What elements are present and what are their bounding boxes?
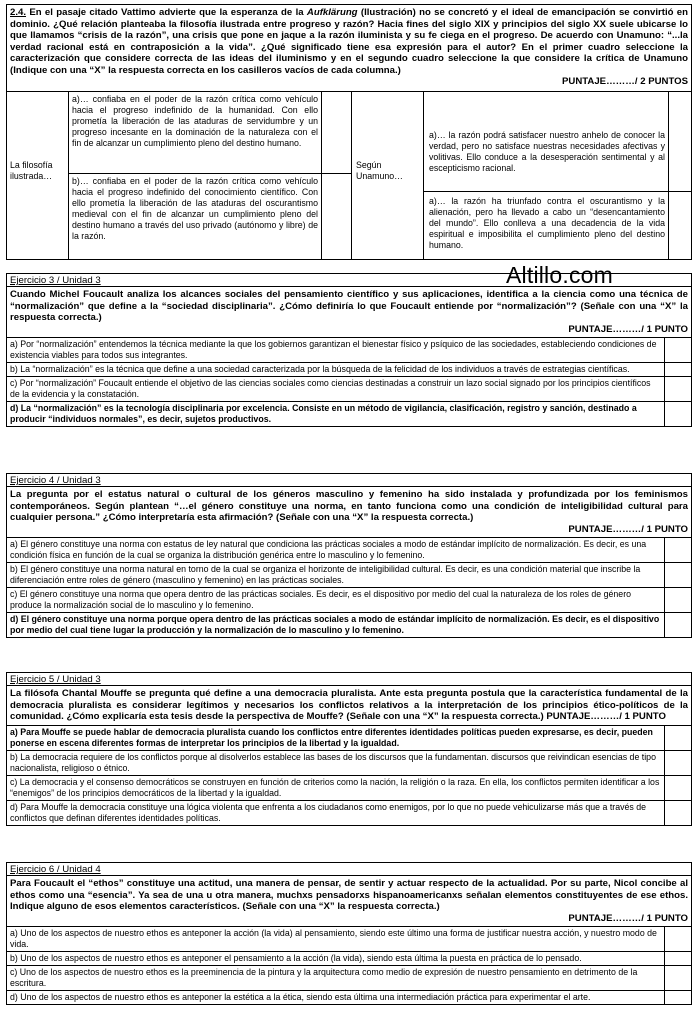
- answer-box[interactable]: [665, 363, 691, 376]
- option-text: a) Uno de los aspectos de nuestro ethos es anteponer la acción (la vida) al pensamiento, siendo este último una forma de justificar nuestra acción, y nuestro modo de vida.: [7, 927, 665, 951]
- exercise-label: Ejercicio 4 / Unidad 3: [7, 474, 691, 487]
- option-row: [7, 965, 691, 990]
- answer-box[interactable]: [665, 801, 691, 825]
- answer-box[interactable]: [665, 991, 691, 1004]
- answer-box[interactable]: [665, 563, 691, 587]
- option-d-text: a)… la razón ha triunfado contra el oscurantismo y la alienación, pero ha llevado a cabo un “desencantamiento del mundo”. Ello conlleva a una decadencia de la vida espiritual e imposibilita el cumplimiento pleno del destino humano.: [424, 192, 669, 260]
- option-text: b) La “normalización” es la técnica que define a una sociedad caracterizada por la búsqueda de la felicidad de los individuos a través de estrategias científicas.: [7, 363, 665, 376]
- option-row: [7, 537, 691, 562]
- score-label: PUNTAJE………/ 1 PUNTO: [568, 523, 688, 535]
- option-a-text: a)… confiaba en el poder de la razón crítica como vehículo hacia el progreso indefinido de la humanidad. Con ello prometía la liberación de las ataduras de servidumbre y un progreso incesante en la dominación de la naturaleza con el fin de alcanzar un cumplimiento pleno del destino humano.: [69, 92, 322, 174]
- question-number: 2.4.: [10, 7, 27, 18]
- exercise-label: Ejercicio 3 / Unidad 3: [7, 274, 691, 287]
- answer-box[interactable]: [665, 588, 691, 612]
- answer-box-d[interactable]: [669, 192, 691, 260]
- option-text: c) Por “normalización” Foucault entiende el objetivo de las ciencias sociales como ciencias destinadas a construir un lazo social signado por los principios científicos de la evidencia y la constatación.: [7, 377, 665, 401]
- option-text: a) Para Mouffe se puede hablar de democracia pluralista cuando los conflictos entre diferentes identidades políticas pueden expresarse, es decir, pueden ponerse en escena diferentes formas de interpretar los principios de la libertad y la igualdad.: [7, 726, 665, 750]
- question-text-italic: Aufklärung: [306, 7, 358, 18]
- option-row: [7, 990, 691, 1004]
- option-b-text: b)… confiaba en el poder de la razón crítica como vehículo hacia el progreso indefinido del conocimiento científico. Con ello prometía la liberación de las ataduras del oscurantismo medieval con el fin de alcanzar un cumplimiento pleno del destino humano a través del uso privado (autónomo y libre) de la razón.: [69, 174, 322, 260]
- option-row: [7, 800, 691, 825]
- row-label-unamuno: Según Unamuno…: [352, 92, 424, 260]
- answer-box[interactable]: [665, 751, 691, 775]
- option-text: d) La “normalización” es la tecnología disciplinaria por excelencia. Consiste en un método de vigilancia, clasificación, registro y sanción, destinado a producir “individuos normales”, es decir, sujetos productivos.: [7, 402, 665, 426]
- watermark: Altillo.com: [506, 262, 614, 288]
- question-text: La filósofa Chantal Mouffe se pregunta qué define a una democracia pluralista. Ante esta pregunta postula que la característica fundamental de la democracia pluralista es considerar legítimos y necesarios los conflictos relativos a la interpretación de los principios ético-políticos de la comunidad. ¿Cómo explicaría esta tesis desde la perspectiva de Mouffe? (Señale con una “X” la respuesta correcta.) PUNTAJE………/ 1 PUNTO: [10, 688, 688, 722]
- option-row: [7, 376, 691, 401]
- question-text: Cuando Michel Foucault analiza los alcances sociales del pensamiento científico y sus aplicaciones, identifica a la ciencia como una técnica de “normalización” que define a la “sociedad disciplinaria”. ¿Cómo definiría lo que Foucault entiende por “normalización”? (Señale con una “X” la respuesta correcta.): [10, 289, 688, 323]
- exercise-label: Ejercicio 5 / Unidad 3: [7, 673, 691, 686]
- question-text: Para Foucault el “ethos” constituye una actitud, una manera de pensar, de sentir y actuar respecto de la actualidad. Por su parte, Nicol concibe al ethos como una “esencia”. Ya sea de una u otra manera, muchxs pensadorxs hispanoamericanxs señalan elementos constituyentes de ese ethos. Indique alguno de esos elementos característicos. (Señale con una “X” la respuesta correcta.): [10, 878, 688, 912]
- answer-grid: [7, 91, 691, 259]
- exercise-4: [6, 473, 692, 638]
- answer-box-a[interactable]: [322, 92, 352, 174]
- option-text: a) El género constituye una norma con estatus de ley natural que condiciona las prácticas sociales a modo de estándar implícito de normalización. Es decir, es una condición física en función de la cual se organiza la distribución genérica entre lo masculino y lo femenino.: [7, 538, 665, 562]
- option-row: [7, 612, 691, 637]
- option-row: [7, 725, 691, 750]
- option-row: [7, 750, 691, 775]
- answer-box[interactable]: [665, 966, 691, 990]
- exercise-3: [6, 273, 692, 427]
- question-2-4-text: [7, 5, 691, 90]
- answer-box[interactable]: [665, 952, 691, 965]
- exercise-question: [7, 487, 691, 537]
- option-row: [7, 775, 691, 800]
- exercise-6: [6, 862, 692, 1005]
- option-c-text: a)… la razón podrá satisfacer nuestro anhelo de conocer la verdad, pero no satisface nuestras necesidades afectivas y volitivas. Ello conduce a la desesperación sentimental y al escepticismo racional.: [424, 92, 669, 192]
- question-text-b: (Ilustración) no se concretó y el ideal de emancipación se convirtió en dominio. ¿Qué relación planteaba la filosofía ilustrada entre progreso y razón? Hacia fines del siglo XIX y principios del siglo XX suele ubicarse lo que llamamos “crisis de la razón”, una crisis que pone en jaque a la razón iluminista y su fe ciega en el progreso. De acuerdo con Unamuno: “...la verdad racional está en contraposición a la vida”. ¿Qué significado tiene esa expresión para el autor? En el primer cuadro seleccione la caracterización que considere correcta de las ideas del iluminismo y en el segundo cuadro seleccione la que considere la crítica de Unamuno (Indique con una “X” la respuesta correcta en los casilleros vacíos de cada columna.): [10, 7, 688, 76]
- exercise-question: [7, 287, 691, 337]
- answer-box[interactable]: [665, 402, 691, 426]
- exercise-label: Ejercicio 6 / Unidad 4: [7, 863, 691, 876]
- option-row: [7, 951, 691, 965]
- exercise-question: [7, 876, 691, 926]
- answer-box[interactable]: [665, 927, 691, 951]
- option-text: b) Uno de los aspectos de nuestro ethos es anteponer el pensamiento a la acción (la vida), siendo esta última la puesta en práctica de lo pensado.: [7, 952, 665, 965]
- option-text: c) La democracia y el consenso democráticos se construyen en función de criterios como la nación, la religión o la raza. En ella, los conflictos permiten identificar a los “enemigos” de los principios democráticos de la libertad y la igualdad.: [7, 776, 665, 800]
- option-text: d) El género constituye una norma porque opera dentro de las prácticas sociales a modo de estándar implícito de normalización. Es decir, es el dispositivo por medio del cual tiene lugar la producción y la normalización de lo masculino y lo femenino.: [7, 613, 665, 637]
- question-text-a: En el pasaje citado Vattimo advierte que la esperanza de la: [26, 7, 307, 18]
- row-label-ilustrada: La filosofía ilustrada…: [7, 92, 69, 260]
- answer-box-c[interactable]: [669, 92, 691, 192]
- answer-box[interactable]: [665, 538, 691, 562]
- option-text: b) La democracia requiere de los conflictos porque al disolverlos establece las bases de los discursos que la fundamentan. discursos que reivindican esencias de tipo nacionalista, religioso o étnico.: [7, 751, 665, 775]
- answer-box-b[interactable]: [322, 174, 352, 260]
- answer-box[interactable]: [665, 776, 691, 800]
- score-label: PUNTAJE………/ 2 PUNTOS: [562, 76, 688, 87]
- score-label: PUNTAJE………/ 1 PUNTO: [568, 323, 688, 335]
- answer-box[interactable]: [665, 338, 691, 362]
- option-text: c) El género constituye una norma que opera dentro de las prácticas sociales. Es decir, es el dispositivo por medio del cual la naturaleza de los roles de género produce la normalización social de lo masculino y lo femenino.: [7, 588, 665, 612]
- answer-box[interactable]: [665, 377, 691, 401]
- question-text: La pregunta por el estatus natural o cultural de los géneros masculino y femenino ha sido instalada y profundizada por los feminismos contemporáneos. Según plantean “…el género constituye una norma, en tanto funciona como una condición de inteligibilidad cultural para cualquier persona.” ¿Cómo interpretaría esta afirmación? (Señale con una “X” la respuesta correcta.): [10, 489, 688, 523]
- option-text: d) Uno de los aspectos de nuestro ethos es anteponer la estética a la ética, siendo esta última una intermediación práctica para experimentar el arte.: [7, 991, 665, 1004]
- score-label: PUNTAJE………/ 1 PUNTO: [568, 912, 688, 924]
- answer-box[interactable]: [665, 726, 691, 750]
- option-text: c) Uno de los aspectos de nuestro ethos es la preeminencia de la pintura y la arquitectura como medio de expresión de nuestro pensamiento en detrimento de la escritura.: [7, 966, 665, 990]
- option-row: [7, 587, 691, 612]
- answer-box[interactable]: [665, 613, 691, 637]
- option-row: [7, 337, 691, 362]
- option-text: d) Para Mouffe la democracia constituye una lógica violenta que enfrenta a los ciudadanos como enemigos, por lo que no puede vehiculizarse más que a través de conflictos que definan diferentes identidades políticas.: [7, 801, 665, 825]
- option-text: a) Por “normalización” entendemos la técnica mediante la que los gobiernos garantizan el bienestar físico y psíquico de las sociedades, estableciendo condiciones de existencia viables para todos sus integrantes.: [7, 338, 665, 362]
- option-row: [7, 401, 691, 426]
- exercise-question: [7, 686, 691, 725]
- option-text: b) El género constituye una norma natural en torno de la cual se organiza el horizonte de inteligibilidad cultural. Es decir, es una condición material que inscribe la diferenciación entre roles de género (masculino y femenino) en las prácticas sociales.: [7, 563, 665, 587]
- question-2-4: [6, 4, 692, 260]
- option-row: [7, 562, 691, 587]
- exercise-5: [6, 672, 692, 826]
- option-row: [7, 362, 691, 376]
- option-row: [7, 926, 691, 951]
